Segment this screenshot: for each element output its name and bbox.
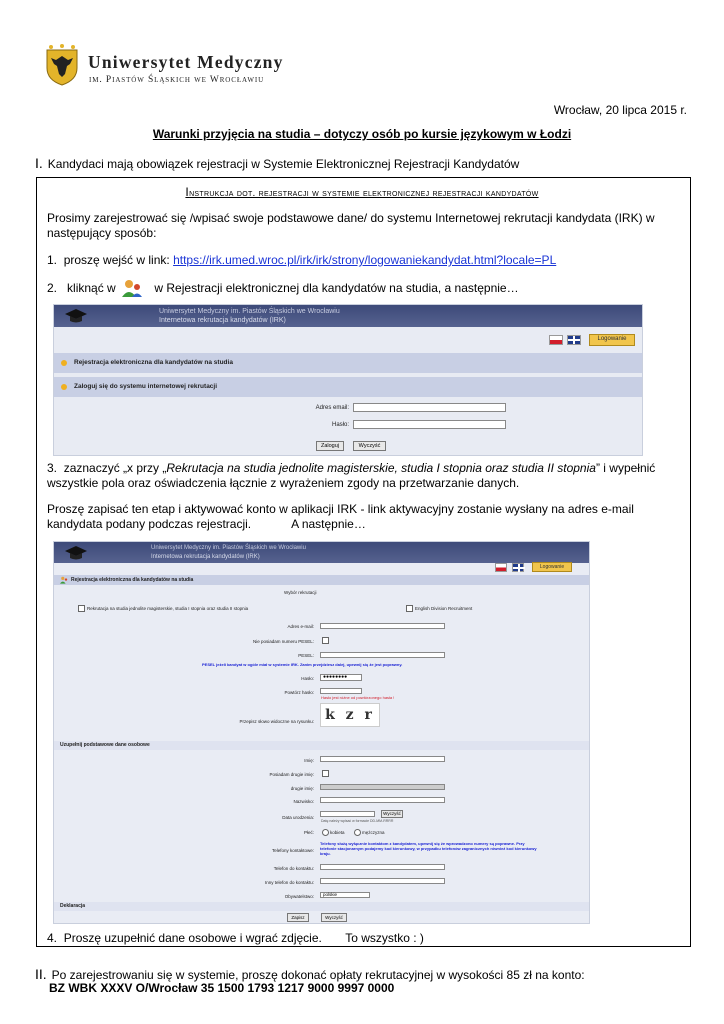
polish-flag-icon[interactable] <box>495 563 507 572</box>
no-pesel-label: Nie posiadam numeru PESEL: <box>252 639 314 644</box>
no-pesel-checkbox[interactable] <box>322 637 329 644</box>
birth-date-clear-button[interactable]: Wyczyść <box>381 810 403 818</box>
save-button[interactable]: Zapisz <box>287 913 309 922</box>
graduation-cap-icon <box>64 307 88 325</box>
university-subtitle: im. Piastów Śląskich we Wrocławiu <box>89 75 265 85</box>
repeat-password-label: Powtórz hasło: <box>284 690 314 695</box>
captcha-image: k z r <box>320 703 380 727</box>
first-name-label: Imię: <box>304 758 314 763</box>
date-format-hint: Datę należy wpisać w formacie DD-MM-RRRR <box>321 819 394 823</box>
section-2 <box>35 966 585 982</box>
contact-phone-input[interactable] <box>320 864 445 870</box>
clear-button[interactable]: Wyczyść <box>353 441 386 451</box>
female-radio[interactable] <box>322 829 329 836</box>
second-name-label: drugie imię: <box>290 786 314 791</box>
email-label: Adres e-mail: <box>287 624 314 629</box>
logowanie-button[interactable]: Logowanie <box>589 334 635 346</box>
email-input[interactable] <box>353 403 506 412</box>
first-name-input[interactable] <box>320 756 445 762</box>
irk-header-bar <box>54 542 589 563</box>
other-phone-input[interactable] <box>320 878 445 884</box>
gender-label: Płeć: <box>303 830 314 835</box>
irk-header-line2: Internetowa rekrutacja kandydatów (IRK) <box>151 554 260 560</box>
bank-account: BZ WBK XXXV O/Wrocław 35 1500 1793 1217 9000 9997 0000 <box>49 981 395 995</box>
activate-paragraph: Proszę zapisać ten etap i aktywować konto w aplikacji IRK - link aktywacyjny zostanie wysłany na adres e-mail kandydata podany podczas rejestracji. A następnie… <box>47 502 634 531</box>
email-label: Adres email: <box>315 405 349 411</box>
recruitment-checkbox-2[interactable] <box>406 605 413 612</box>
eagle-crest-icon <box>45 44 79 86</box>
logowanie-button[interactable]: Logowanie <box>532 562 572 572</box>
second-name-toggle-label: Posiadam drugie imię: <box>269 772 314 777</box>
registration-row[interactable]: Rejestracja elektroniczna dla kandydatów na studia <box>54 353 642 373</box>
second-name-input <box>320 784 445 790</box>
password-input[interactable]: ●●●●●●●● <box>320 674 362 681</box>
polish-flag-icon[interactable] <box>549 335 563 345</box>
section-2-text: Po zarejestrowaniu się w systemie, proszę dokonać opłaty rekrutacyjnej w wysokości 85 zł na konto: <box>51 968 585 982</box>
password-label: Hasło: <box>331 422 349 428</box>
male-radio[interactable] <box>354 829 361 836</box>
irk-header-line1: Uniwersytet Medyczny im. Piastów Śląskich we Wrocławiu <box>159 308 340 315</box>
registration-title-bar: Rejestracja elektroniczna dla kandydatów na studia <box>54 575 589 585</box>
instruction-heading-text: nstrukcja dot. rejestracji w systemie elektronicznej rejestracji kandydatów <box>189 188 539 199</box>
surname-input[interactable] <box>320 797 445 803</box>
email-input[interactable] <box>320 623 445 629</box>
surname-label: Nazwisko: <box>293 799 314 804</box>
other-phone-label: Inny telefon do kontaktu: <box>264 880 314 885</box>
step-2: 2. kliknąć w w Rejestracji elektronicznej dla kandydatów na studia, a następnie… <box>47 278 677 298</box>
section-1-number: I. <box>35 155 43 171</box>
uk-flag-icon[interactable] <box>567 335 581 345</box>
login-row[interactable]: Zaloguj się do systemu internetowej rekrutacji <box>54 377 642 397</box>
citizenship-label: Obywatelstwo: <box>284 894 314 899</box>
second-name-checkbox[interactable] <box>322 770 329 777</box>
step-1: 1. proszę wejść w link: https://irk.umed.wroc.pl/irk/irk/strony/logowaniekandydat.html?locale=PL <box>47 253 557 267</box>
university-name: Uniwersytet Medyczny <box>88 52 284 72</box>
choice-title: Wybór rekrutacji <box>284 590 317 595</box>
instruction-heading: Instrukcja dot. rejestracji w systemie elektronicznej rejestracji kandydatów <box>185 185 539 199</box>
section-1 <box>35 155 519 171</box>
irk-registration-screenshot: Uniwersytet Medyczny im. Piastów Śląskich we Wrocławiu Internetowa rekrutacja kandydatów (IRK) Logowanie Rejestracja elektroniczna dla kandydatów na studia Wybór rekrutacji Rekrutacja na studia jednolite magisterskie, studia I stopnia oraz studia II stopnia English Division Recruitment Adres e-mail: Nie posiadam numeru PESEL: PESEL: PESEL jeżeli kandyat w ogóle miał w systemie IRK. Zanim przejdziesz dalej, upewnij się że jest poprawny. Hasło: ●●●●●●●● Powtórz hasło: Hasło jest różne od powtórzonego hasła ! Przepisz słowo widoczne na rysunku: k z r Uzupełnij podstawowe dane osobowe Imię: Posiadam drugie imię: drugie imię: Nazwisko: Data urodzenia: Wyczyść Datę należy wpisać w formacie DD-MM-RRRR Płeć: kobieta mężczyzna Telefony kontaktowe: Telefony służą wyłącznie kontaktom z kandydatem, upewnij się że wprowadzono numery są poprawne. Przy telefonie stacjonarnym podajemy kod kierunkowy, w przypadku telefonów zagranicznych również kod kierunkowy kraju. Telefon do kontaktu: Inny telefon do kontaktu: Obywatelstwo: polskie Deklaracja Zapisz Wyczyść <box>53 541 590 924</box>
password-label: Hasło: <box>301 676 314 681</box>
registration-people-icon <box>59 576 69 584</box>
bullet-icon <box>61 384 67 390</box>
pesel-warning: PESEL jeżeli kandyat w ogóle miał w systemie IRK. Zanim przejdziesz dalej, upewnij się że jest poprawny. <box>202 662 403 667</box>
phone-info: Telefony służą wyłącznie kontaktom z kandydatem, upewnij się że wprowadzono numery są poprawne. Przy telefonie stacjonarnym podajemy kod kierunkowy, w przypadku telefonów zagranicznych również kod kierunkowy kraju. <box>320 841 537 856</box>
password-mismatch-warning: Hasło jest różne od powtórzonego hasła ! <box>321 695 395 700</box>
pesel-label: PESEL: <box>298 653 314 658</box>
irk-header-line1: Uniwersytet Medyczny im. Piastów Śląskich we Wrocławiu <box>151 545 306 551</box>
declaration-bar: Deklaracja <box>54 902 589 911</box>
zaloguj-button[interactable]: Zaloguj <box>316 441 344 451</box>
irk-login-link[interactable]: https://irk.umed.wroc.pl/irk/irk/strony/logowaniekandydat.html?locale=PL <box>173 253 557 267</box>
clear-button[interactable]: Wyczyść <box>321 913 347 922</box>
section-1-text: Kandydaci mają obowiązek rejestracji w Systemie Elektronicznej Rejestracji Kandydatów <box>47 157 520 171</box>
irk-header-bar <box>54 305 642 327</box>
password-input[interactable] <box>353 420 506 429</box>
graduation-cap-icon <box>64 544 88 562</box>
bullet-icon <box>61 360 67 366</box>
step-3: 3. zaznaczyć „x przy „Rekrutacja na studia jednolite magisterskie, studia I stopnia oraz studia II stopnia” i wypełnić wszystkie pola oraz oświadczenia łącznie z wyrażeniem zgody na przetwarzanie danych. <box>47 461 656 490</box>
date-line: Wrocław, 20 lipca 2015 r. <box>553 103 687 117</box>
pesel-input[interactable] <box>320 652 445 658</box>
uk-flag-icon[interactable] <box>512 563 524 572</box>
recruitment-checkbox-1[interactable] <box>78 605 85 612</box>
captcha-label: Przepisz słowo widoczne na rysunku: <box>239 719 314 724</box>
section-2-number: II. <box>35 966 47 982</box>
document-title: Warunki przyjęcia na studia – dotyczy osób po kursie językowym w Łodzi <box>152 127 572 141</box>
citizenship-select[interactable]: polskie <box>320 892 370 898</box>
step-4: 4. Proszę uzupełnić dane osobowe i wgrać zdjęcie. To wszystko : ) <box>47 931 424 945</box>
irk-header-line2: Internetowa rekrutacja kandydatów (IRK) <box>159 317 286 324</box>
irk-login-screenshot <box>53 304 643 456</box>
phones-label: Telefony kontaktowe: <box>271 848 314 853</box>
repeat-password-input[interactable] <box>320 688 362 694</box>
contact-phone-label: Telefon do kontaktu: <box>273 866 314 871</box>
birth-date-input[interactable] <box>320 811 375 817</box>
intro-paragraph: Prosimy zarejestrować się /wpisać swoje podstawowe dane/ do systemu Internetowej rekrutacji kandydata (IRK) w następujący sposób: <box>47 211 655 240</box>
registration-people-icon <box>120 278 144 298</box>
basic-data-bar: Uzupełnij podstawowe dane osobowe <box>54 741 589 750</box>
birth-date-label: Data urodzenia: <box>282 815 314 820</box>
